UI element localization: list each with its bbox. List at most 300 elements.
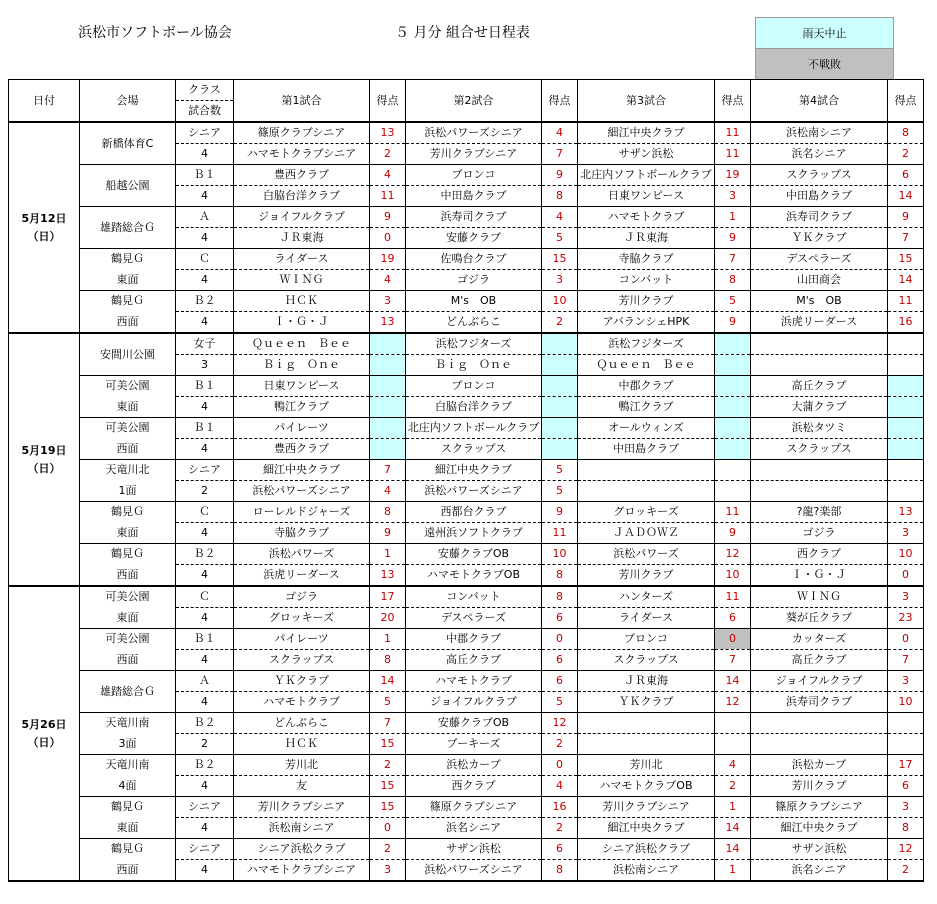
team-game3: 中郡クラブ (578, 376, 715, 397)
venue-cell: 4面 (80, 776, 176, 797)
score-game4: 2 (888, 144, 924, 165)
team-game3: グロッキーズ (578, 502, 715, 523)
schedule-title: ５ 月分 組合せ日程表 (395, 25, 530, 41)
date-cell (9, 333, 80, 586)
team-game3: 細江中央クラブ (578, 122, 715, 144)
score-game4 (888, 734, 924, 755)
schedule-row (9, 249, 924, 270)
team-game4: ＹＫクラブ (751, 228, 888, 249)
score-game1 (370, 376, 406, 397)
venue-cell: 鶴見Ｇ (80, 249, 176, 270)
score-game1: 14 (370, 671, 406, 692)
team-game4 (751, 460, 888, 481)
score-game3: 14 (715, 671, 751, 692)
score-game1: 15 (370, 776, 406, 797)
score-game3 (715, 333, 751, 355)
schedule-row (9, 818, 924, 839)
score-game4: 16 (888, 312, 924, 334)
col-class (176, 80, 234, 123)
team-game3 (578, 713, 715, 734)
venue-cell: 船越公園 (80, 165, 176, 207)
team-game2: 浜松カーブ (406, 755, 542, 776)
team-game1: ＨＣＫ (234, 734, 370, 755)
game-count-cell: 2 (176, 481, 234, 502)
score-game4: 11 (888, 291, 924, 312)
team-game2: 西クラブ (406, 776, 542, 797)
team-game2: 浜名シニア (406, 818, 542, 839)
score-game1: 8 (370, 502, 406, 523)
score-game3 (715, 713, 751, 734)
team-game1: 芳川北 (234, 755, 370, 776)
venue-cell: 西面 (80, 312, 176, 334)
score-game4: 3 (888, 797, 924, 818)
venue-cell: 鶴見Ｇ (80, 797, 176, 818)
score-game1: 20 (370, 608, 406, 629)
score-game1: 7 (370, 713, 406, 734)
score-game2: 16 (542, 797, 578, 818)
venue-cell: 雄踏総合Ｇ (80, 207, 176, 249)
score-game3 (715, 418, 751, 439)
team-game1: パイレーツ (234, 418, 370, 439)
score-game3: 11 (715, 144, 751, 165)
score-game2: 9 (542, 165, 578, 186)
score-game2 (542, 439, 578, 460)
score-game4 (888, 460, 924, 481)
col-game4: 第4試合 (751, 80, 888, 123)
score-game2: 6 (542, 671, 578, 692)
team-game1: ハマモトクラブ (234, 692, 370, 713)
score-game2: 15 (542, 249, 578, 270)
team-game4: 浜名シニア (751, 860, 888, 882)
score-game2: 4 (542, 122, 578, 144)
game-count-cell: 4 (176, 270, 234, 291)
schedule-row (9, 270, 924, 291)
team-game2: ハマモトクラブOB (406, 565, 542, 587)
score-game3 (715, 397, 751, 418)
team-game1: 寺脇クラブ (234, 523, 370, 544)
team-game2: ブロンコ (406, 165, 542, 186)
score-game4: 12 (888, 839, 924, 860)
team-game4: 細江中央クラブ (751, 818, 888, 839)
team-game1: パイレーツ (234, 629, 370, 650)
score-game2 (542, 376, 578, 397)
schedule-row (9, 713, 924, 734)
team-game3 (578, 734, 715, 755)
team-game4: スクラップス (751, 165, 888, 186)
score-game4: 14 (888, 270, 924, 291)
col-date: 日付 (9, 80, 80, 123)
venue-cell: 東面 (80, 397, 176, 418)
score-game4: 8 (888, 122, 924, 144)
team-game1: ハマモトクラブシニア (234, 860, 370, 882)
team-game3: Ｑｕｅｅｎ Ｂｅｅ (578, 355, 715, 376)
game-count-cell: 4 (176, 523, 234, 544)
team-game2: 中郡クラブ (406, 629, 542, 650)
score-game3: 12 (715, 692, 751, 713)
venue-cell: 鶴見Ｇ (80, 544, 176, 565)
weekday-label: （日） (27, 461, 61, 475)
class-cell: Ｃ (176, 586, 234, 608)
score-game4: 13 (888, 502, 924, 523)
score-game1 (370, 333, 406, 355)
team-game1: 白脇台洋クラブ (234, 186, 370, 207)
score-game4 (888, 481, 924, 502)
score-game3: 1 (715, 207, 751, 228)
team-game2: M's OB (406, 291, 542, 312)
col-class-bottom: 試合数 (188, 104, 221, 117)
team-game4 (751, 713, 888, 734)
schedule-row (9, 333, 924, 355)
team-game3: コンバット (578, 270, 715, 291)
schedule-row (9, 291, 924, 312)
score-game1: 13 (370, 312, 406, 334)
team-game1: グロッキーズ (234, 608, 370, 629)
score-game1: 1 (370, 629, 406, 650)
team-game4: サザン浜松 (751, 839, 888, 860)
class-cell: Ｂ１ (176, 629, 234, 650)
class-cell: Ａ (176, 671, 234, 692)
team-game4: Ｉ・Ｇ・Ｊ (751, 565, 888, 587)
venue-cell: 鶴見Ｇ (80, 839, 176, 860)
score-game2: 6 (542, 650, 578, 671)
venue-cell: 可美公園 (80, 586, 176, 608)
game-count-cell: 4 (176, 608, 234, 629)
class-cell: Ｂ２ (176, 713, 234, 734)
team-game3: シニア浜松クラブ (578, 839, 715, 860)
venue-cell: 東面 (80, 523, 176, 544)
team-game3: 浜松フジターズ (578, 333, 715, 355)
team-game4 (751, 481, 888, 502)
score-game4: 3 (888, 586, 924, 608)
score-game4 (888, 355, 924, 376)
score-game3 (715, 355, 751, 376)
schedule-row (9, 629, 924, 650)
score-game4: 3 (888, 523, 924, 544)
team-game3: 寺脇クラブ (578, 249, 715, 270)
class-cell: Ｂ２ (176, 291, 234, 312)
score-game2: 2 (542, 818, 578, 839)
score-game2: 9 (542, 502, 578, 523)
score-game1: 15 (370, 734, 406, 755)
score-game2: 6 (542, 608, 578, 629)
team-game4: カッターズ (751, 629, 888, 650)
score-game1: 2 (370, 839, 406, 860)
team-game2: 浜松パワーズシニア (406, 122, 542, 144)
schedule-row (9, 312, 924, 334)
score-game2 (542, 355, 578, 376)
score-game2: 4 (542, 776, 578, 797)
score-game1: 13 (370, 122, 406, 144)
schedule-row (9, 860, 924, 882)
score-game2: 0 (542, 629, 578, 650)
score-game1: 15 (370, 797, 406, 818)
game-count-cell: 4 (176, 776, 234, 797)
team-game1: 浜松パワーズ (234, 544, 370, 565)
score-game3 (715, 376, 751, 397)
venue-cell: 鶴見Ｇ (80, 502, 176, 523)
schedule-row (9, 418, 924, 439)
weekday-label: （日） (27, 735, 61, 749)
score-game1: 4 (370, 270, 406, 291)
score-game2: 8 (542, 565, 578, 587)
date-cell (9, 586, 80, 881)
score-game2: 5 (542, 228, 578, 249)
schedule-row (9, 671, 924, 692)
team-game4: 芳川クラブ (751, 776, 888, 797)
team-game2: どんぶらこ (406, 312, 542, 334)
score-game2: 2 (542, 734, 578, 755)
score-game4: 8 (888, 818, 924, 839)
schedule-row (9, 586, 924, 608)
score-game3: 3 (715, 186, 751, 207)
team-game2: 北庄内ソフトボールクラブ (406, 418, 542, 439)
score-game3: 2 (715, 776, 751, 797)
schedule-row (9, 376, 924, 397)
venue-cell: 西面 (80, 565, 176, 587)
score-game4: 0 (888, 629, 924, 650)
team-game4: 浜名シニア (751, 144, 888, 165)
team-game2: 安藤クラブOB (406, 544, 542, 565)
score-game3 (715, 734, 751, 755)
schedule-row (9, 839, 924, 860)
team-game3: 浜松南シニア (578, 860, 715, 882)
team-game2: 細江中央クラブ (406, 460, 542, 481)
class-cell: 女子 (176, 333, 234, 355)
team-game4: 浜寿司クラブ (751, 207, 888, 228)
score-game3: 8 (715, 270, 751, 291)
score-game2: 8 (542, 860, 578, 882)
team-game1: 鴨江クラブ (234, 397, 370, 418)
score-game2: 5 (542, 481, 578, 502)
class-cell: Ｂ２ (176, 755, 234, 776)
score-game3 (715, 460, 751, 481)
score-game3: 9 (715, 312, 751, 334)
score-game3: 11 (715, 122, 751, 144)
team-game1: ゴジラ (234, 586, 370, 608)
team-game1: ハマモトクラブシニア (234, 144, 370, 165)
legend-rain-label: 雨天中止 (802, 27, 847, 40)
team-game1: 篠原クラブシニア (234, 122, 370, 144)
schedule-row (9, 565, 924, 587)
team-game3: ハンターズ (578, 586, 715, 608)
team-game3: 北庄内ソフトボールクラブ (578, 165, 715, 186)
score-game2: 2 (542, 312, 578, 334)
date-label: 5月19日 (21, 443, 67, 457)
team-game4 (751, 355, 888, 376)
score-game3: 1 (715, 797, 751, 818)
score-game1: 4 (370, 165, 406, 186)
team-game1: Ｑｕｅｅｎ Ｂｅｅ (234, 333, 370, 355)
team-game4: 浜松タツミ (751, 418, 888, 439)
team-game2: スクラップス (406, 439, 542, 460)
score-game3: 10 (715, 565, 751, 587)
col-score3: 得点 (715, 80, 751, 123)
team-game3: スクラップス (578, 650, 715, 671)
score-game3: 7 (715, 650, 751, 671)
venue-cell: 西面 (80, 860, 176, 882)
col-score1: 得点 (370, 80, 406, 123)
team-game3 (578, 481, 715, 502)
score-game3: 0 (715, 629, 751, 650)
schedule-row (9, 650, 924, 671)
team-game2: 白脇台洋クラブ (406, 397, 542, 418)
class-cell: シニア (176, 122, 234, 144)
team-game4: 西クラブ (751, 544, 888, 565)
score-game3: 11 (715, 502, 751, 523)
team-game4: 葵が丘クラブ (751, 608, 888, 629)
score-game2: 11 (542, 523, 578, 544)
score-game1: 19 (370, 249, 406, 270)
venue-cell: 東面 (80, 818, 176, 839)
legend-rain (755, 17, 894, 49)
score-game1 (370, 439, 406, 460)
team-game4: 浜松カーブ (751, 755, 888, 776)
team-game3 (578, 460, 715, 481)
team-game2: 篠原クラブシニア (406, 797, 542, 818)
game-count-cell: 4 (176, 312, 234, 334)
col-score4: 得点 (888, 80, 924, 123)
team-game2: Ｂｉｇ Ｏｎｅ (406, 355, 542, 376)
date-label: 5月26日 (21, 717, 67, 731)
team-game1: 浜松南シニア (234, 818, 370, 839)
schedule-row (9, 776, 924, 797)
team-game2: 高丘クラブ (406, 650, 542, 671)
score-game3: 19 (715, 165, 751, 186)
team-game2: 浜寿司クラブ (406, 207, 542, 228)
team-game1: 浜松パワーズシニア (234, 481, 370, 502)
score-game2: 6 (542, 839, 578, 860)
class-cell: Ａ (176, 207, 234, 228)
class-cell: シニア (176, 460, 234, 481)
score-game3: 7 (715, 249, 751, 270)
team-game2: ブーキーズ (406, 734, 542, 755)
score-game4 (888, 333, 924, 355)
schedule-row (9, 797, 924, 818)
score-game4: 6 (888, 776, 924, 797)
score-game4 (888, 713, 924, 734)
schedule-row (9, 439, 924, 460)
score-game4: 0 (888, 565, 924, 587)
score-game4 (888, 439, 924, 460)
game-count-cell: 4 (176, 650, 234, 671)
score-game2: 0 (542, 755, 578, 776)
score-game1: 5 (370, 692, 406, 713)
score-game3: 14 (715, 818, 751, 839)
team-game4: M's OB (751, 291, 888, 312)
team-game4: 高丘クラブ (751, 376, 888, 397)
venue-cell: 天竜川南 (80, 755, 176, 776)
team-game4 (751, 333, 888, 355)
score-game1: 8 (370, 650, 406, 671)
game-count-cell: 4 (176, 860, 234, 882)
score-game3: 1 (715, 860, 751, 882)
team-game1: ＷＩＮＧ (234, 270, 370, 291)
class-cell: Ｂ１ (176, 165, 234, 186)
venue-cell: 天竜川北 (80, 460, 176, 481)
legend-forfeit-label: 不戦敗 (808, 58, 841, 71)
class-cell: Ｂ２ (176, 544, 234, 565)
score-game1: 3 (370, 291, 406, 312)
schedule-row (9, 481, 924, 502)
score-game1: 11 (370, 186, 406, 207)
score-game1: 0 (370, 228, 406, 249)
team-game1: ライダース (234, 249, 370, 270)
score-game1 (370, 355, 406, 376)
team-game1: 日東ワンピース (234, 376, 370, 397)
team-game4: デスペラーズ (751, 249, 888, 270)
team-game3: 芳川クラブ (578, 565, 715, 587)
score-game1: 17 (370, 586, 406, 608)
score-game2: 3 (542, 270, 578, 291)
score-game1: 1 (370, 544, 406, 565)
team-game2: ゴジラ (406, 270, 542, 291)
score-game2: 8 (542, 186, 578, 207)
schedule-table (8, 79, 924, 882)
team-game2: 安藤クラブOB (406, 713, 542, 734)
score-game4: 6 (888, 165, 924, 186)
score-game4: 9 (888, 207, 924, 228)
team-game1: 浜虎リーダース (234, 565, 370, 587)
team-game2: デスペラーズ (406, 608, 542, 629)
schedule-row (9, 397, 924, 418)
schedule-row (9, 523, 924, 544)
team-game1: Ｂｉｇ Ｏｎｅ (234, 355, 370, 376)
score-game3: 9 (715, 523, 751, 544)
team-game1: 芳川クラブシニア (234, 797, 370, 818)
game-count-cell: 4 (176, 692, 234, 713)
venue-cell: 西面 (80, 439, 176, 460)
score-game3 (715, 481, 751, 502)
team-game1: 友 (234, 776, 370, 797)
team-game4: ＷＩＮＧ (751, 586, 888, 608)
legend-forfeit (755, 48, 894, 80)
weekday-label: （日） (27, 229, 61, 243)
score-game1 (370, 397, 406, 418)
score-game2: 12 (542, 713, 578, 734)
game-count-cell: 4 (176, 144, 234, 165)
score-game1: 9 (370, 207, 406, 228)
score-game4: 10 (888, 544, 924, 565)
team-game2: 遠州浜ソフトクラブ (406, 523, 542, 544)
class-cell: シニア (176, 797, 234, 818)
score-game2: 4 (542, 207, 578, 228)
score-game3: 14 (715, 839, 751, 860)
team-game4: 高丘クラブ (751, 650, 888, 671)
schedule-row (9, 165, 924, 186)
team-game2: ブロンコ (406, 376, 542, 397)
game-count-cell: 4 (176, 439, 234, 460)
team-game4: 中田島クラブ (751, 186, 888, 207)
score-game2: 10 (542, 544, 578, 565)
class-cell: Ｂ１ (176, 418, 234, 439)
team-game1: ローレルドジャーズ (234, 502, 370, 523)
team-game3: 鴨江クラブ (578, 397, 715, 418)
score-game4 (888, 397, 924, 418)
team-game3: 浜松パワーズ (578, 544, 715, 565)
team-game2: 浜松パワーズシニア (406, 481, 542, 502)
score-game4: 17 (888, 755, 924, 776)
score-game1: 2 (370, 755, 406, 776)
team-game3: ハマモトクラブOB (578, 776, 715, 797)
score-game2: 5 (542, 460, 578, 481)
score-game3 (715, 439, 751, 460)
team-game1: 細江中央クラブ (234, 460, 370, 481)
score-game4: 7 (888, 228, 924, 249)
team-game2: 西都台クラブ (406, 502, 542, 523)
team-game3: 芳川クラブ (578, 291, 715, 312)
team-game3: ＪＲ東海 (578, 671, 715, 692)
team-game1: スクラップス (234, 650, 370, 671)
